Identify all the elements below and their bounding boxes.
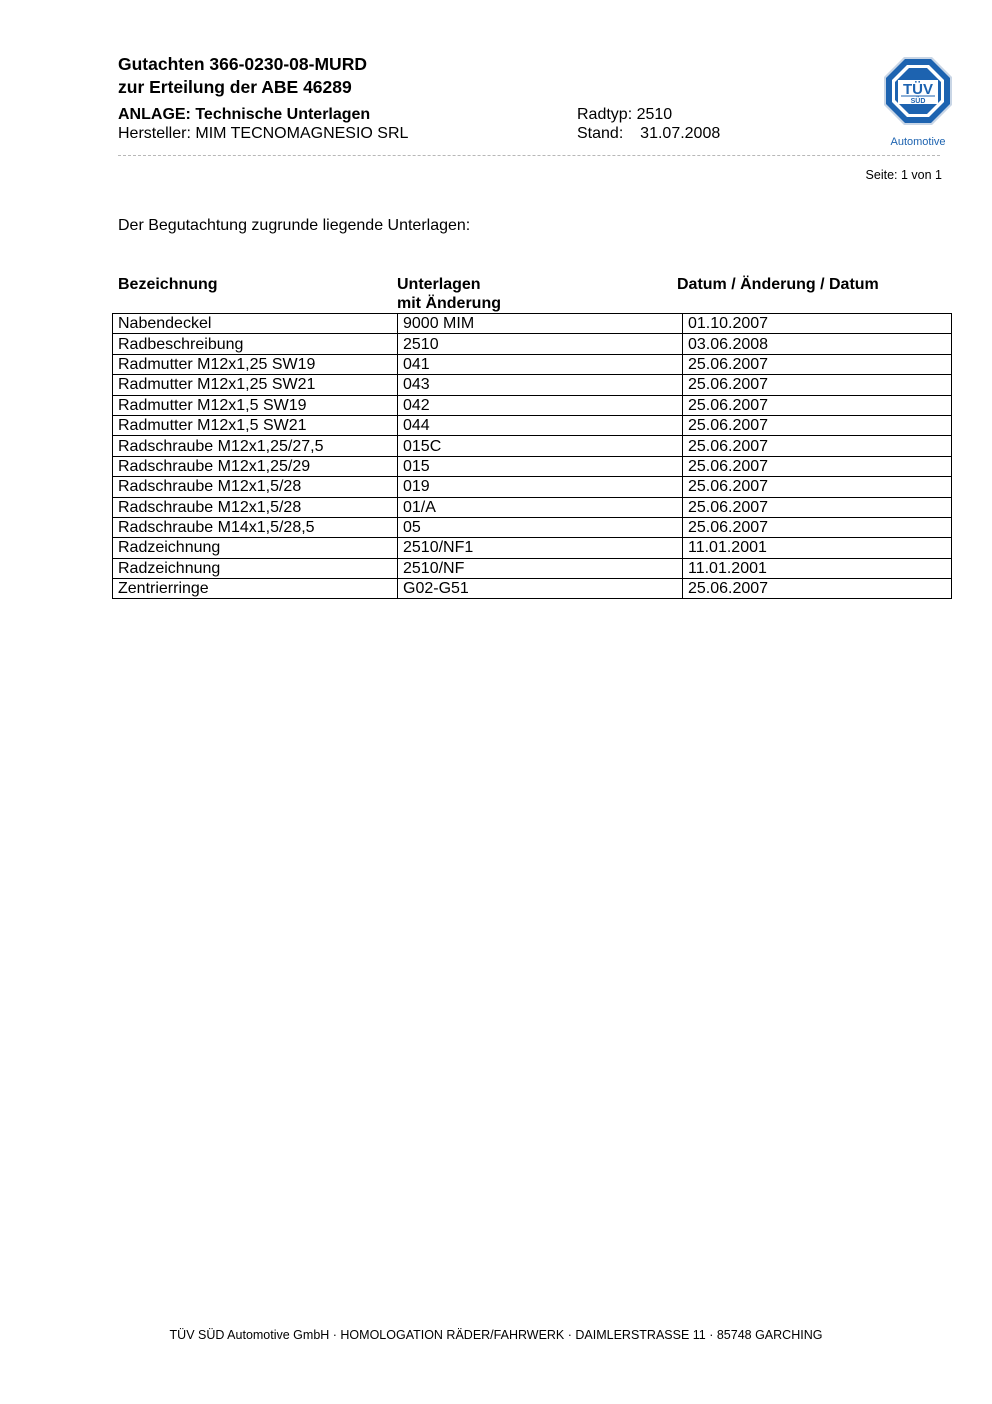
cell-bezeichnung: Radschraube M12x1,25/27,5 <box>113 436 398 456</box>
header-datum: Datum / Änderung / Datum <box>677 276 879 293</box>
cell-bezeichnung: Radschraube M12x1,25/29 <box>113 456 398 476</box>
anlage-label: ANLAGE: <box>118 106 191 123</box>
table-row <box>113 497 952 517</box>
hersteller-value: MIM TECNOMAGNESIO SRL <box>195 125 409 142</box>
document-subtitle: zur Erteilung der ABE 46289 <box>118 77 352 97</box>
table-row <box>113 456 952 476</box>
radtyp-line <box>577 105 672 124</box>
logo-brand: TÜV <box>903 81 933 98</box>
stand-label: Stand: <box>577 125 624 142</box>
document-title: Gutachten 366-0230-08-MURD <box>118 54 367 74</box>
page-info: Seite: 1 von 1 <box>865 168 942 182</box>
cell-bezeichnung: Radbeschreibung <box>113 334 398 354</box>
cell-unterlagen: 042 <box>398 395 683 415</box>
cell-bezeichnung: Radmutter M12x1,5 SW21 <box>113 415 398 435</box>
cell-datum: 25.06.2007 <box>683 415 952 435</box>
cell-unterlagen: 015 <box>398 456 683 476</box>
cell-datum: 25.06.2007 <box>683 354 952 374</box>
cell-unterlagen: 9000 MIM <box>398 314 683 334</box>
tuv-sud-logo <box>878 54 958 150</box>
table-row <box>113 375 952 395</box>
table-row <box>113 558 952 578</box>
cell-unterlagen: 2510/NF1 <box>398 538 683 558</box>
table-row <box>113 436 952 456</box>
cell-bezeichnung: Radmutter M12x1,5 SW19 <box>113 395 398 415</box>
cell-datum: 25.06.2007 <box>683 456 952 476</box>
cell-bezeichnung: Radschraube M12x1,5/28 <box>113 477 398 497</box>
table-row <box>113 517 952 537</box>
cell-datum: 11.01.2001 <box>683 558 952 578</box>
intro-text: Der Begutachtung zugrunde liegende Unterlagen: <box>118 217 471 234</box>
table-row <box>113 334 952 354</box>
tuv-octagon-icon <box>878 54 958 150</box>
cell-bezeichnung: Radzeichnung <box>113 558 398 578</box>
cell-datum: 25.06.2007 <box>683 517 952 537</box>
cell-bezeichnung: Radmutter M12x1,25 SW19 <box>113 354 398 374</box>
header-bezeichnung: Bezeichnung <box>118 276 218 293</box>
table-row <box>113 538 952 558</box>
cell-bezeichnung: Radzeichnung <box>113 538 398 558</box>
cell-unterlagen: 2510/NF <box>398 558 683 578</box>
cell-bezeichnung: Nabendeckel <box>113 314 398 334</box>
cell-bezeichnung: Radschraube M14x1,5/28,5 <box>113 517 398 537</box>
radtyp-label: Radtyp: <box>577 106 633 123</box>
header-unterlagen <box>397 275 501 313</box>
cell-unterlagen: 041 <box>398 354 683 374</box>
header-unterlagen-line1: Unterlagen <box>397 276 481 293</box>
cell-datum: 25.06.2007 <box>683 477 952 497</box>
table-row <box>113 477 952 497</box>
cell-unterlagen: 01/A <box>398 497 683 517</box>
cell-unterlagen: 019 <box>398 477 683 497</box>
cell-unterlagen: 044 <box>398 415 683 435</box>
table-row <box>113 415 952 435</box>
logo-sub: SÜD <box>910 98 926 105</box>
cell-datum: 25.06.2007 <box>683 375 952 395</box>
anlage-value: Technische Unterlagen <box>195 106 371 123</box>
unterlagen-table <box>112 313 952 599</box>
table-row <box>113 314 952 334</box>
stand-value: 31.07.2008 <box>640 125 721 142</box>
header-divider <box>118 155 940 156</box>
cell-unterlagen: 05 <box>398 517 683 537</box>
table-row <box>113 579 952 599</box>
cell-datum: 25.06.2007 <box>683 579 952 599</box>
table-row <box>113 354 952 374</box>
cell-unterlagen: 2510 <box>398 334 683 354</box>
cell-bezeichnung: Zentrierringe <box>113 579 398 599</box>
cell-datum: 25.06.2007 <box>683 497 952 517</box>
stand-line <box>577 124 720 143</box>
page-footer: TÜV SÜD Automotive GmbH · HOMOLOGATION RÄDER/FAHRWERK · DAIMLERSTRASSE 11 · 85748 GARCHING <box>169 1328 823 1342</box>
cell-datum: 25.06.2007 <box>683 436 952 456</box>
logo-caption: Automotive <box>890 136 946 148</box>
cell-bezeichnung: Radschraube M12x1,5/28 <box>113 497 398 517</box>
anlage-line <box>118 105 370 124</box>
table-row <box>113 395 952 415</box>
cell-datum: 01.10.2007 <box>683 314 952 334</box>
header-unterlagen-line2: mit Änderung <box>397 295 501 312</box>
cell-unterlagen: G02-G51 <box>398 579 683 599</box>
cell-datum: 03.06.2008 <box>683 334 952 354</box>
cell-bezeichnung: Radmutter M12x1,25 SW21 <box>113 375 398 395</box>
cell-unterlagen: 043 <box>398 375 683 395</box>
cell-unterlagen: 015C <box>398 436 683 456</box>
cell-datum: 25.06.2007 <box>683 395 952 415</box>
cell-datum: 11.01.2001 <box>683 538 952 558</box>
hersteller-line <box>118 124 408 143</box>
radtyp-value: 2510 <box>636 106 673 123</box>
hersteller-label: Hersteller: <box>118 125 191 142</box>
